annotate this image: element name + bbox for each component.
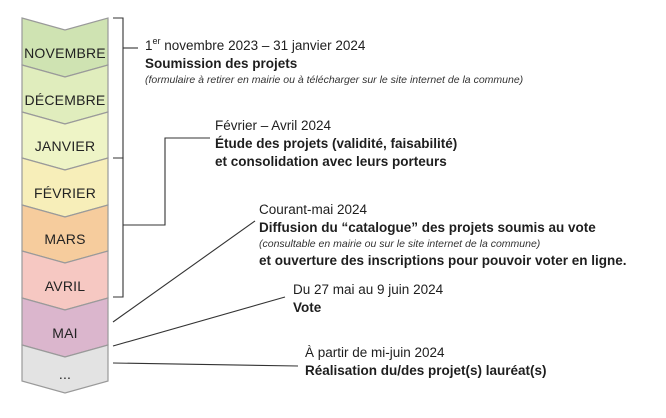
- month-label: NOVEMBRE: [24, 44, 106, 61]
- phase-study-date: Février – Avril 2024: [215, 118, 332, 133]
- phase-catalogue-title-2: et ouverture des inscriptions pour pouvoir voter en ligne.: [259, 253, 627, 268]
- bracket-study: [113, 158, 123, 297]
- connector-catalogue: [113, 221, 255, 322]
- phase-catalogue: [259, 201, 627, 270]
- phase-vote: [293, 281, 443, 317]
- phase-submission-date: 1er novembre 2023 – 31 janvier 2024: [145, 35, 366, 53]
- phase-realisation-date: À partir de mi-juin 2024: [305, 345, 445, 360]
- phase-catalogue-date: Courant-mai 2024: [259, 202, 368, 217]
- month-label: JANVIER: [34, 138, 96, 154]
- month-label: MARS: [44, 231, 86, 247]
- connector-vote: [113, 297, 285, 346]
- connector-realisation: [113, 363, 298, 366]
- connector-study: [123, 138, 210, 225]
- phase-vote-title: Vote: [293, 300, 322, 315]
- phase-submission: [145, 37, 523, 88]
- month-label: DÉCEMBRE: [24, 91, 106, 108]
- phase-submission-title: Soumission des projets: [145, 56, 298, 71]
- phase-catalogue-note: (consultable en mairie ou sur le site internet de la commune): [259, 238, 541, 250]
- month-label: ...: [58, 366, 72, 382]
- month-label: FÉVRIER: [33, 184, 97, 201]
- phase-submission-note: (formulaire à retirer en mairie ou à télécharger sur le site internet de la commune): [145, 74, 524, 86]
- phase-catalogue-title: Diffusion du “catalogue” des projets soumis au vote: [259, 220, 596, 235]
- phase-study-title-2: et consolidation avec leurs porteurs: [215, 154, 447, 169]
- month-label: MAI: [52, 324, 78, 341]
- phase-study: [215, 117, 457, 171]
- phase-study-title-1: Étude des projets (validité, faisabilité): [215, 136, 458, 151]
- phase-realisation-title: Réalisation du/des projet(s) lauréat(s): [305, 363, 547, 378]
- bracket-submission: [113, 18, 123, 158]
- phase-realisation: [305, 344, 547, 380]
- phase-vote-date: Du 27 mai au 9 juin 2024: [293, 282, 444, 297]
- month-label: AVRIL: [44, 277, 86, 294]
